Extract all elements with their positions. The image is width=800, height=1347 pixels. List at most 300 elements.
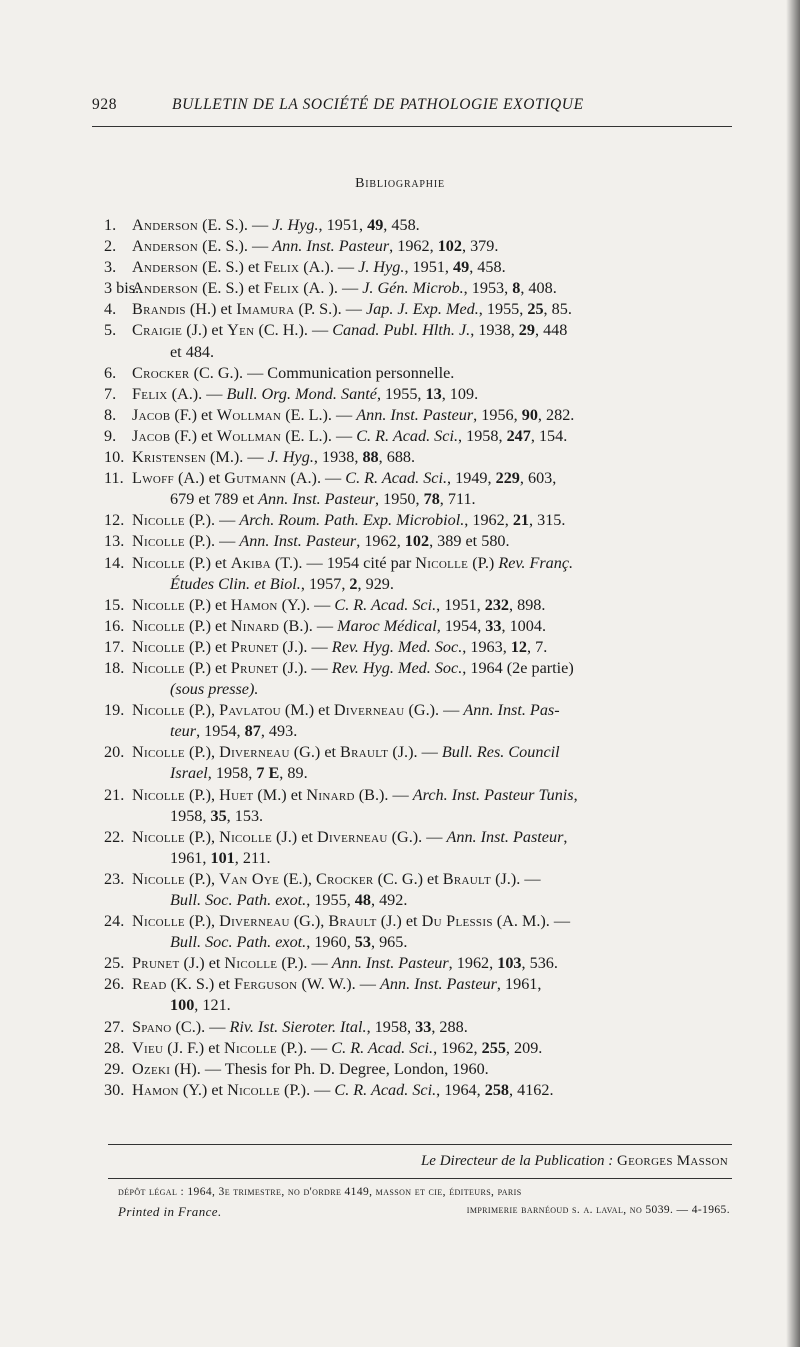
author-name: Du Plessis xyxy=(421,912,493,931)
reference-fragment: (P.). — xyxy=(276,1038,332,1057)
author-name: Nicolle xyxy=(415,553,469,572)
volume-number: 258 xyxy=(484,1080,510,1099)
reference-text xyxy=(92,531,736,552)
volume-number: 88 xyxy=(362,448,379,467)
reference-fragment: , 711. xyxy=(439,490,476,509)
reference-fragment: (A.). — xyxy=(167,384,227,403)
reference-entry xyxy=(92,785,736,806)
reference-fragment: (Y.). — xyxy=(277,595,335,614)
reference-text xyxy=(92,1080,736,1101)
reference-text xyxy=(92,384,736,405)
reference-fragment: , 153. xyxy=(226,806,264,825)
reference-text xyxy=(92,995,736,1016)
author-name: Prunet xyxy=(230,658,279,677)
journal-name: Jap. J. Exp. Med. xyxy=(365,300,479,319)
author-name: Nicolle xyxy=(132,743,185,762)
reference-text xyxy=(92,1059,736,1080)
reference-fragment: (P.). — xyxy=(277,954,332,973)
author-name: Wollman xyxy=(216,405,282,424)
author-name: Read xyxy=(132,975,167,994)
reference-text xyxy=(92,932,736,953)
author-name: Nicolle xyxy=(219,827,272,846)
author-name: Diverneau xyxy=(316,827,388,846)
journal-name: Rev. Hyg. Med. Soc. xyxy=(331,658,463,677)
reference-fragment: , 1962, xyxy=(356,532,405,551)
reference-fragment: (J.) et xyxy=(272,827,317,846)
reference-fragment: (G.), xyxy=(289,912,329,931)
reference-fragment: (J.). — xyxy=(278,637,332,656)
reference-fragment: , 492. xyxy=(370,891,408,909)
journal-name: Études Clin. et Biol. xyxy=(170,574,301,593)
publication-director xyxy=(421,1153,728,1170)
reference-fragment: , 1962, xyxy=(464,511,513,530)
reference-entry xyxy=(92,658,736,679)
reference-entry xyxy=(92,953,736,974)
volume-number: 49 xyxy=(367,216,384,234)
volume-number: 103 xyxy=(497,954,522,973)
reference-number: 30. xyxy=(104,1080,125,1099)
reference-number: 14. xyxy=(104,553,125,572)
author-name: Vieu xyxy=(132,1038,164,1057)
reference-continuation xyxy=(92,890,736,911)
reference-number: 22. xyxy=(104,827,125,846)
author-name: Nicolle xyxy=(132,785,185,804)
reference-fragment: , 1962, xyxy=(389,237,438,256)
reference-entry xyxy=(92,257,736,278)
journal-name: Maroc Médical xyxy=(337,616,437,635)
reference-fragment: , 1938, xyxy=(313,448,363,467)
reference-fragment: (B.). — xyxy=(279,616,338,635)
reference-entry xyxy=(92,1059,736,1080)
reference-text xyxy=(92,721,736,742)
reference-number: 18. xyxy=(104,658,125,677)
reference-fragment: , 898. xyxy=(509,595,546,614)
reference-fragment: (T.). — 1954 cité par xyxy=(270,553,416,572)
reference-continuation xyxy=(92,574,736,595)
author-name: Felix xyxy=(263,258,300,277)
reference-fragment: , 7. xyxy=(527,637,548,656)
reference-fragment: , 154. xyxy=(530,426,568,445)
volume-number: 255 xyxy=(481,1038,506,1057)
reference-text xyxy=(92,236,736,257)
section-title: Bibliographie xyxy=(355,176,445,191)
reference-fragment: , 1004. xyxy=(501,616,546,635)
reference-text xyxy=(92,574,736,595)
reference-text xyxy=(92,595,736,616)
volume-number: 101 xyxy=(210,848,235,867)
reference-entry xyxy=(92,320,736,341)
author-name: Akiba xyxy=(230,553,271,572)
journal-name: C. R. Acad. Sci. xyxy=(356,426,459,445)
reference-number: 4. xyxy=(104,300,117,319)
reference-number: 24. xyxy=(104,912,125,931)
author-name: Brault xyxy=(340,743,389,762)
reference-text xyxy=(92,1038,736,1059)
author-name: Prunet xyxy=(132,954,180,973)
author-name: Brault xyxy=(328,912,377,931)
reference-entry xyxy=(92,278,736,299)
reference-fragment: , 389 et 580. xyxy=(429,532,510,551)
volume-number: 53 xyxy=(354,933,371,952)
reference-fragment: (M.) et xyxy=(253,785,307,804)
reference-fragment: , 1958, xyxy=(207,764,257,783)
author-name: Brandis xyxy=(132,300,186,319)
author-name: Imamura xyxy=(236,300,295,319)
reference-entry xyxy=(92,553,736,574)
reference-fragment: , 1955, xyxy=(478,300,528,319)
author-name: Ferguson xyxy=(234,975,298,994)
reference-fragment: , 965. xyxy=(370,933,408,952)
volume-number: 100 xyxy=(170,996,195,1015)
reference-text xyxy=(92,890,736,911)
reference-fragment: , 1957, xyxy=(300,574,350,593)
volume-number: 229 xyxy=(495,469,520,488)
reference-text xyxy=(92,974,736,995)
reference-fragment: , 1964, xyxy=(436,1080,485,1099)
volume-number: 33 xyxy=(415,1017,432,1036)
reference-number: 21. xyxy=(104,785,125,804)
journal-name: Ann. Inst. Pasteur xyxy=(272,237,390,256)
reference-fragment: (A. M.). — xyxy=(492,912,571,931)
journal-name: Ann. Inst. Pasteur xyxy=(356,405,474,424)
reference-fragment: (G.). — xyxy=(387,827,447,846)
author-name: Anderson xyxy=(132,279,199,298)
reference-text xyxy=(92,616,736,637)
journal-name: Ann. Inst. Pasteur xyxy=(239,532,357,551)
reference-fragment: (J.). — xyxy=(491,869,541,888)
reference-fragment: , 1961, xyxy=(496,975,542,994)
reference-fragment: , 1951, xyxy=(318,216,368,234)
journal-name: Ann. Inst. Pasteur xyxy=(446,827,564,846)
volume-number: 35 xyxy=(210,806,227,825)
author-name: Jacob xyxy=(132,426,171,445)
reference-text xyxy=(92,320,736,341)
reference-fragment: (A.). — xyxy=(299,258,359,277)
reference-fragment: (E. S.) et xyxy=(198,258,264,277)
journal-name: Rev. Franç. xyxy=(498,553,574,572)
reference-fragment: , 1958, xyxy=(458,426,507,445)
reference-fragment: , 85. xyxy=(543,300,572,319)
running-header xyxy=(92,96,728,120)
reference-fragment: , 89. xyxy=(279,764,308,783)
reference-fragment: (E. L.). — xyxy=(281,426,357,445)
reference-entry xyxy=(92,869,736,890)
journal-name: Bull. Soc. Path. exot. xyxy=(170,891,307,909)
reference-fragment: , 1962, xyxy=(448,954,498,973)
reference-fragment: , 211. xyxy=(234,848,271,867)
reference-entry xyxy=(92,1038,736,1059)
reference-number: 10. xyxy=(104,448,125,467)
reference-text xyxy=(92,405,736,426)
author-name: Pavlatou xyxy=(219,701,281,720)
volume-number: 29 xyxy=(518,321,535,340)
journal-name: C. R. Acad. Sci. xyxy=(334,1080,437,1099)
reference-fragment: (K. S.) et xyxy=(166,975,235,994)
volume-number: 247 xyxy=(506,426,531,445)
author-name: Ozeki xyxy=(132,1059,171,1078)
journal-title: BULLETIN DE LA SOCIÉTÉ DE PATHOLOGIE EXOTIQUE xyxy=(172,96,584,113)
reference-fragment: (C. H.). — xyxy=(254,321,333,340)
reference-number: 7. xyxy=(104,384,117,403)
page-number: 928 xyxy=(92,96,118,113)
journal-name: C. R. Acad. Sci. xyxy=(334,595,437,614)
reference-entry xyxy=(92,510,736,531)
reference-fragment: , 1951, xyxy=(404,258,454,277)
reference-fragment: (C. G.) et xyxy=(373,869,443,888)
reference-text xyxy=(92,215,736,236)
reference-text xyxy=(92,363,736,384)
reference-text xyxy=(92,869,736,890)
reference-number: 26. xyxy=(104,975,125,994)
author-name: Hamon xyxy=(230,595,278,614)
reference-text xyxy=(92,806,736,827)
reference-fragment: , 493. xyxy=(260,722,298,741)
reference-entry xyxy=(92,742,736,763)
author-name: Diverneau xyxy=(219,743,290,762)
reference-entry xyxy=(92,299,736,320)
reference-continuation xyxy=(92,721,736,742)
reference-fragment: (P.) et xyxy=(184,616,231,635)
author-name: Brault xyxy=(442,869,492,888)
reference-fragment: (E. S.). — xyxy=(198,216,273,234)
journal-name: J. Gén. Microb. xyxy=(362,279,464,298)
reference-fragment: , 4162. xyxy=(509,1080,554,1099)
reference-text xyxy=(92,510,736,531)
reference-text xyxy=(92,426,736,447)
volume-number: 102 xyxy=(437,237,462,256)
reference-number: 15. xyxy=(104,595,125,614)
reference-number: 11. xyxy=(104,469,124,488)
reference-fragment: , 288. xyxy=(431,1017,468,1036)
reference-fragment: , 121. xyxy=(194,996,231,1015)
reference-fragment: (B.). — xyxy=(354,785,413,804)
author-name: Nicolle xyxy=(132,595,185,614)
reference-number: 16. xyxy=(104,616,125,635)
reference-number: 3. xyxy=(104,258,117,277)
volume-number: 102 xyxy=(404,532,430,551)
reference-continuation xyxy=(92,342,736,363)
reference-fragment: (A.). — xyxy=(286,469,346,488)
reference-fragment: , 1963, xyxy=(462,637,511,656)
reference-fragment: (P.) xyxy=(468,553,499,572)
reference-fragment: (P.), xyxy=(184,701,220,720)
reference-text xyxy=(92,742,736,763)
printed-in-label: Printed in France. xyxy=(118,1204,222,1219)
reference-fragment: (Y.) et xyxy=(178,1080,228,1099)
reference-fragment: (P.) et xyxy=(184,553,231,572)
reference-fragment: (G.). — xyxy=(404,701,464,720)
reference-fragment: , 458. xyxy=(469,258,506,277)
reference-fragment: , 688. xyxy=(378,448,416,467)
author-name: Nicolle xyxy=(132,658,185,677)
reference-fragment: (E.), xyxy=(279,869,317,888)
reference-fragment: (A.) et xyxy=(173,469,225,488)
author-name: Ninard xyxy=(306,785,355,804)
reference-entry xyxy=(92,637,736,658)
reference-entry xyxy=(92,384,736,405)
reference-number: 19. xyxy=(104,701,125,720)
reference-entry xyxy=(92,616,736,637)
reference-fragment: (H). — Thesis for Ph. D. Degree, London, 1960. xyxy=(170,1059,489,1078)
journal-name: Ann. Inst. Pasteur xyxy=(380,975,497,994)
author-name: Nicolle xyxy=(132,616,185,635)
reference-text xyxy=(92,447,736,468)
reference-fragment: 1961, xyxy=(170,848,211,867)
journal-name: C. R. Acad. Sci. xyxy=(331,1038,434,1057)
reference-fragment: , 109. xyxy=(441,384,479,403)
journal-name: Rev. Hyg. Med. Soc. xyxy=(331,637,463,656)
reference-fragment: , 1964 (2e partie) xyxy=(462,658,574,677)
reference-fragment: , 1958, xyxy=(366,1017,416,1036)
volume-number: 21 xyxy=(512,511,530,530)
author-name: Anderson xyxy=(132,216,199,234)
reference-fragment: (J. F.) et xyxy=(163,1038,224,1057)
author-name: Gutmann xyxy=(224,469,287,488)
journal-name: Riv. Ist. Sieroter. Ital. xyxy=(229,1017,367,1036)
volume-number: 48 xyxy=(354,891,371,909)
author-name: Lwoff xyxy=(132,469,174,488)
author-name: Van Oye xyxy=(219,869,280,888)
reference-fragment: (C. G.). — Communication personnelle. xyxy=(189,363,455,382)
journal-name: Israel xyxy=(170,764,208,783)
reference-fragment: , 448 xyxy=(534,321,568,340)
reference-fragment: , 1950, xyxy=(375,490,424,509)
author-name: Wollman xyxy=(216,426,282,445)
reference-number: 3 bis. xyxy=(104,279,140,298)
reference-entry xyxy=(92,911,736,932)
author-name: Nicolle xyxy=(132,511,185,530)
reference-continuation xyxy=(92,489,736,510)
reference-entry xyxy=(92,447,736,468)
author-name: Nicolle xyxy=(132,637,185,656)
reference-fragment: (M.). — xyxy=(205,448,268,467)
reference-fragment: , 1955, xyxy=(376,384,426,403)
reference-number: 13. xyxy=(104,532,125,551)
volume-number: 87 xyxy=(244,722,261,741)
reference-number: 20. xyxy=(104,743,125,762)
reference-text xyxy=(92,785,736,806)
reference-fragment: 679 et 789 et xyxy=(170,490,259,509)
volume-number: 78 xyxy=(423,490,440,509)
reference-fragment: (P. S.). — xyxy=(294,300,366,319)
journal-name: (sous presse). xyxy=(170,680,259,699)
journal-name: Arch. Inst. Pasteur Tunis xyxy=(412,785,574,804)
journal-name: C. R. Acad. Sci. xyxy=(345,469,448,488)
reference-fragment: (P.) et xyxy=(184,658,231,677)
reference-continuation xyxy=(92,763,736,784)
reference-number: 9. xyxy=(104,426,117,445)
author-name: Nicolle xyxy=(224,954,278,973)
reference-number: 5. xyxy=(104,321,117,340)
reference-text xyxy=(92,679,736,700)
reference-text xyxy=(92,848,736,869)
author-name: Prunet xyxy=(230,637,279,656)
reference-fragment: (P.). — xyxy=(279,1080,335,1099)
author-name: Craigie xyxy=(132,321,183,340)
reference-fragment: (F.) et xyxy=(170,426,217,445)
reference-fragment: (J.). — xyxy=(278,658,332,677)
reference-fragment: , 603, xyxy=(519,469,557,488)
reference-entry xyxy=(92,531,736,552)
reference-fragment: , 209. xyxy=(505,1038,543,1057)
reference-fragment: , 536. xyxy=(521,954,558,973)
reference-fragment: , 1954, xyxy=(436,616,486,635)
reference-fragment: (P.) et xyxy=(184,595,231,614)
reference-fragment: et 484. xyxy=(170,342,215,361)
reference-entry xyxy=(92,974,736,995)
reference-text xyxy=(92,637,736,658)
reference-number: 25. xyxy=(104,954,125,973)
volume-number: 49 xyxy=(453,258,470,277)
reference-fragment: (F.) et xyxy=(170,405,217,424)
reference-fragment: , 458. xyxy=(383,216,420,234)
journal-name: Ann. Inst. Pas- xyxy=(463,701,560,720)
author-name: Diverneau xyxy=(219,912,290,931)
reference-fragment: (P.) et xyxy=(184,637,231,656)
reference-fragment: (P.), xyxy=(184,912,220,931)
reference-fragment: (E. S.). — xyxy=(198,237,273,256)
journal-name: Bull. Soc. Path. exot. xyxy=(170,933,307,952)
reference-fragment: , 929. xyxy=(357,574,394,593)
printer-line xyxy=(118,1204,730,1220)
reference-fragment: (P.), xyxy=(184,869,220,888)
reference-number: 27. xyxy=(104,1017,125,1036)
journal-name: teur xyxy=(170,722,197,741)
reference-fragment: (J.) et xyxy=(179,954,225,973)
reference-fragment: (E. S.) et xyxy=(198,279,264,298)
author-name: Nicolle xyxy=(132,869,185,888)
author-name: Nicolle xyxy=(227,1080,280,1099)
reference-number: 1. xyxy=(104,216,117,234)
reference-continuation xyxy=(92,932,736,953)
author-name: Diverneau xyxy=(333,701,405,720)
reference-entry xyxy=(92,700,736,721)
reference-fragment: (P.), xyxy=(184,743,220,762)
reference-entry xyxy=(92,1080,736,1101)
reference-continuation xyxy=(92,806,736,827)
volume-number: 90 xyxy=(521,405,538,424)
reference-fragment: (J.) et xyxy=(182,321,228,340)
reference-text xyxy=(92,827,736,848)
footer-rule xyxy=(108,1144,732,1145)
volume-number: 8 xyxy=(512,279,521,298)
reference-number: 2. xyxy=(104,237,117,256)
reference-text xyxy=(92,468,736,489)
header-rule xyxy=(92,126,732,127)
journal-name: Ann. Inst. Pasteur xyxy=(258,490,376,509)
legal-deposit-line xyxy=(118,1186,730,1198)
reference-text xyxy=(92,658,736,679)
reference-entry xyxy=(92,827,736,848)
journal-name: Canad. Publ. Hlth. J. xyxy=(332,321,471,340)
reference-text xyxy=(92,299,736,320)
page-edge-shadow xyxy=(786,0,800,1347)
printer-imprint: imprimerie barnéoud s. a. laval, no 5039. — 4-1965. xyxy=(466,1204,730,1216)
author-name: Nicolle xyxy=(132,912,185,931)
journal-name: Ann. Inst. Pasteur xyxy=(331,954,449,973)
reference-text xyxy=(92,257,736,278)
reference-text xyxy=(92,763,736,784)
reference-number: 8. xyxy=(104,405,117,424)
director-name: Georges Masson xyxy=(617,1153,728,1169)
author-name: Anderson xyxy=(132,258,199,277)
journal-name: Arch. Roum. Path. Exp. Microbiol. xyxy=(239,511,465,530)
reference-text xyxy=(92,489,736,510)
reference-number: 17. xyxy=(104,637,125,656)
reference-fragment: (C.). — xyxy=(171,1017,230,1036)
author-name: Kristensen xyxy=(132,448,206,467)
author-name: Anderson xyxy=(132,237,199,256)
